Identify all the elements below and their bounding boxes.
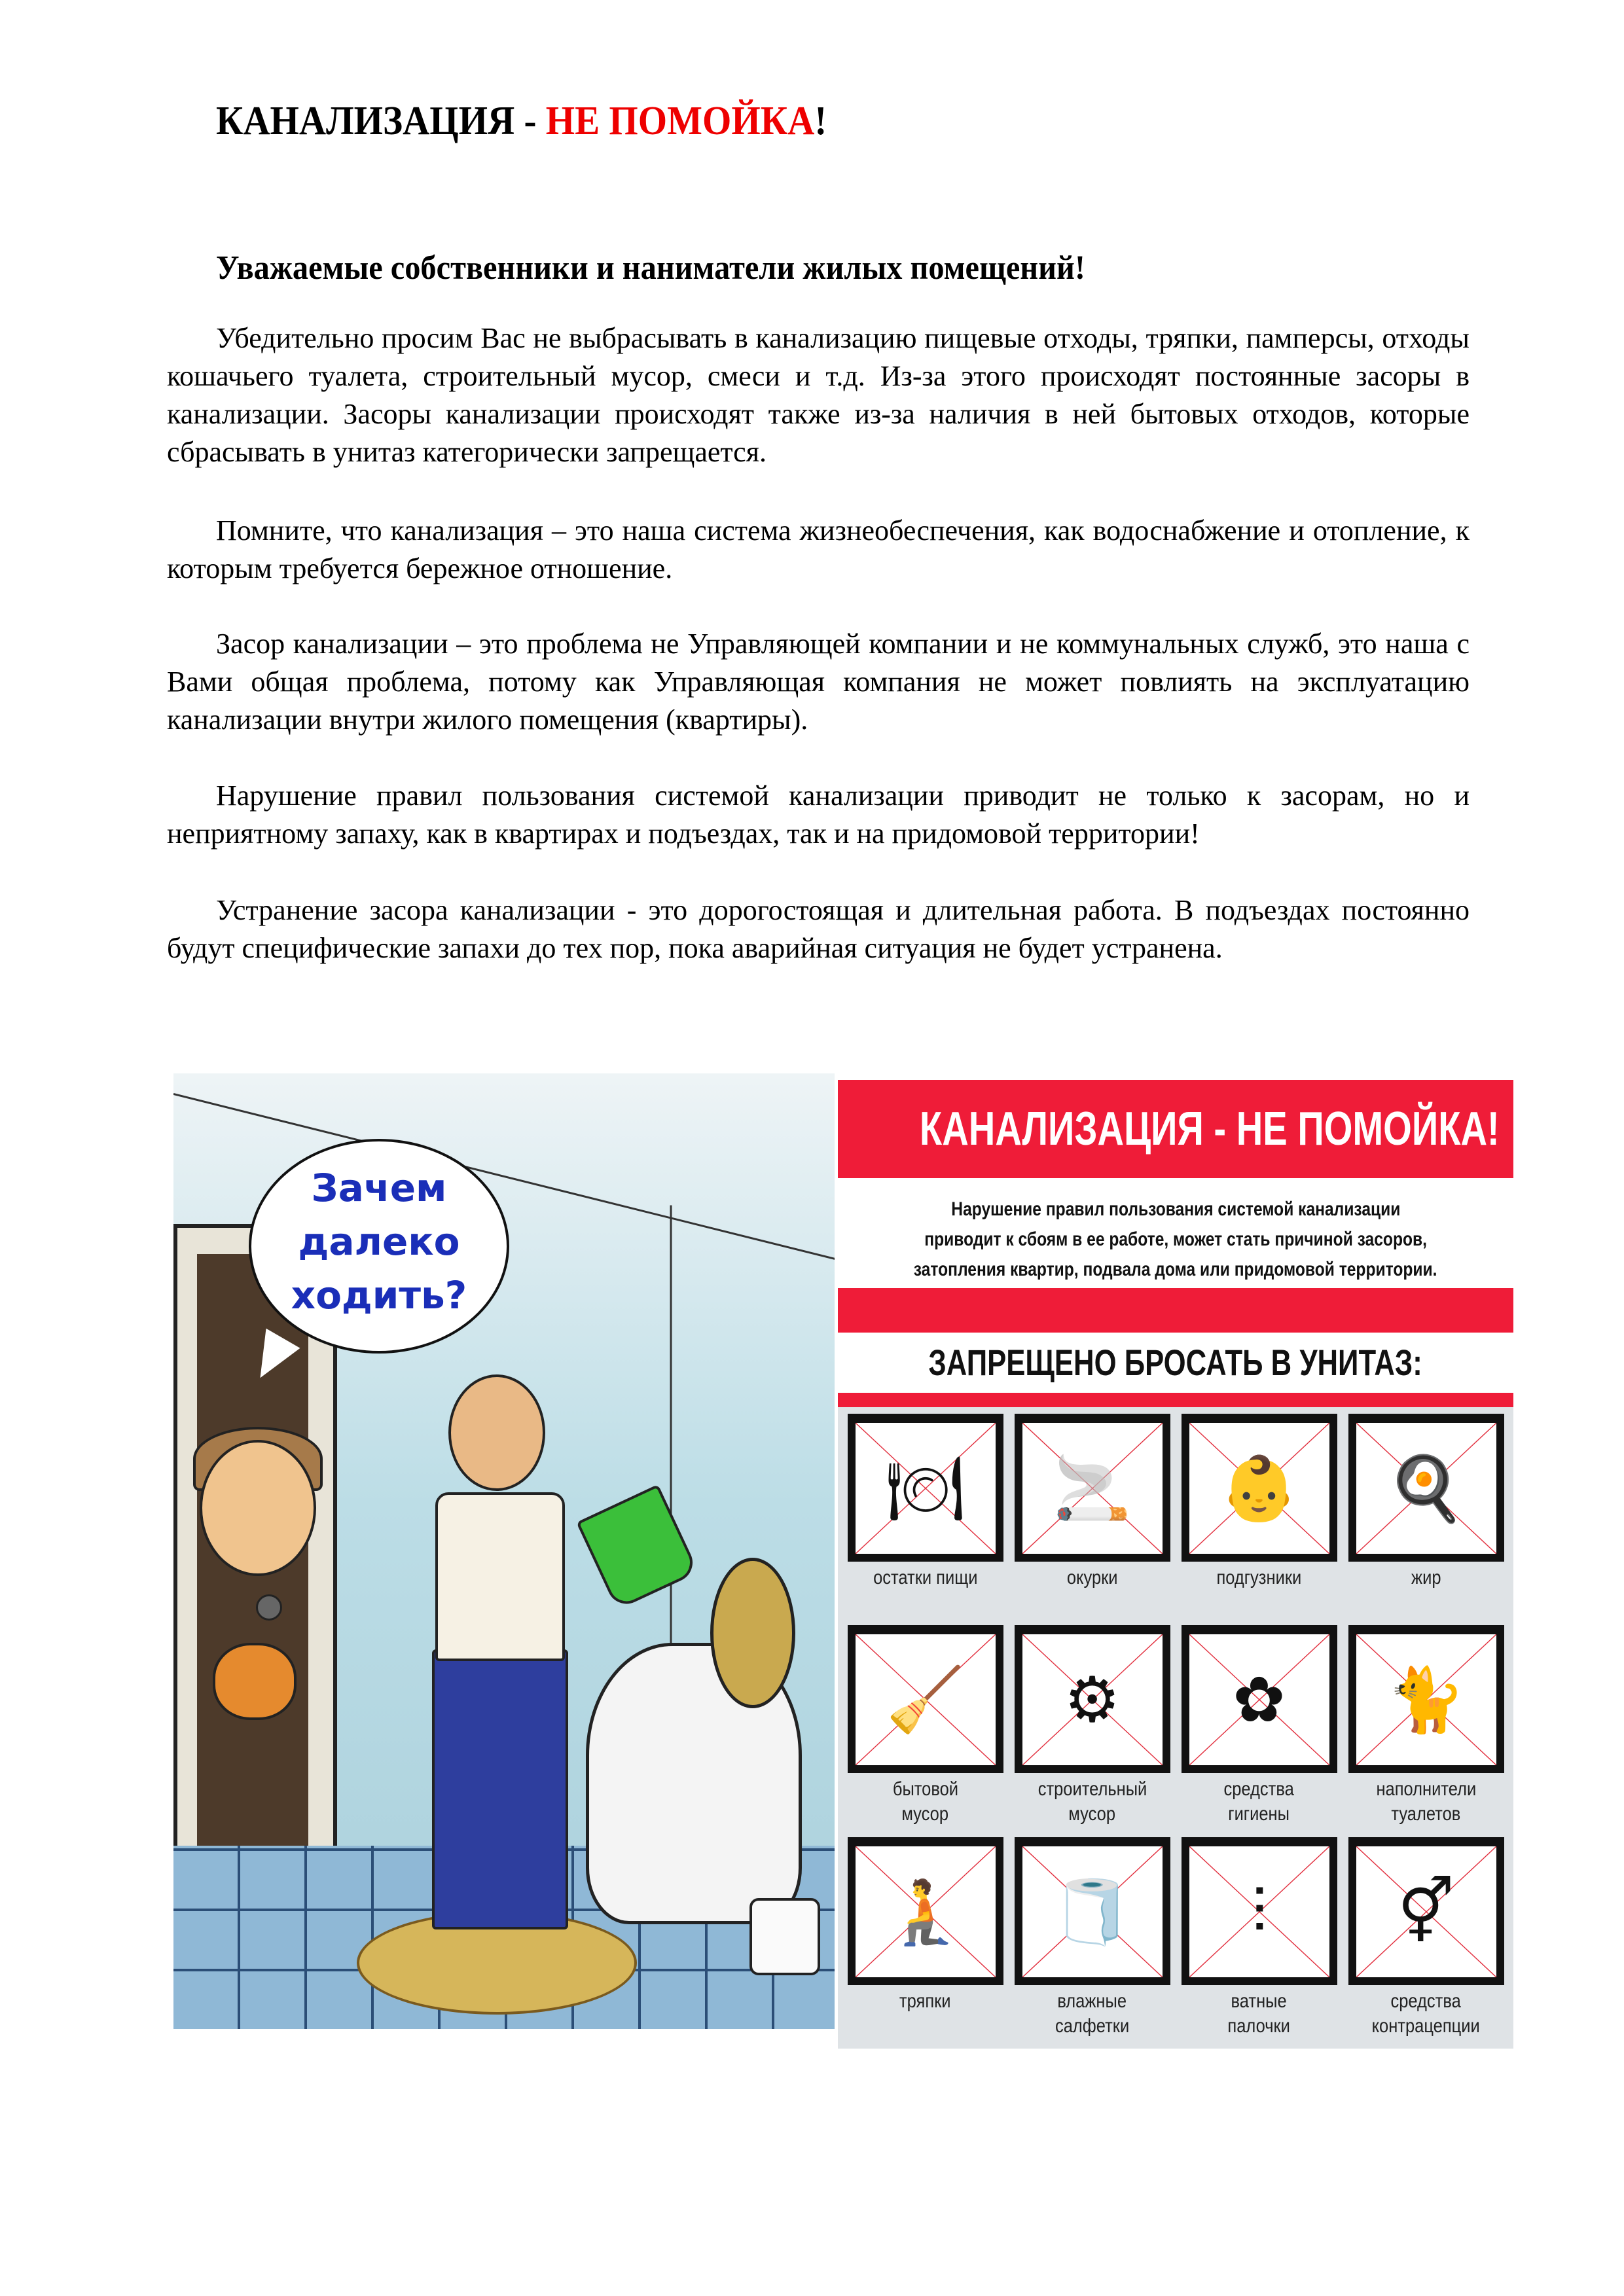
forbidden-item-label bbox=[895, 1989, 955, 2014]
door-knob bbox=[256, 1594, 282, 1621]
label-line: палочки bbox=[1227, 2015, 1291, 2037]
prohibition-sign bbox=[1348, 1837, 1504, 1985]
prohibition-sign bbox=[1348, 1414, 1504, 1562]
prohibition-sign bbox=[848, 1625, 1003, 1773]
contraception-icon: ⚥ bbox=[1398, 1874, 1454, 1948]
hygiene-icon: ✿ bbox=[1233, 1663, 1286, 1737]
prohibition-sign bbox=[1015, 1625, 1170, 1773]
greeting-heading: Уважаемые собственники и наниматели жилых помещений! bbox=[216, 249, 1085, 287]
forbidden-item bbox=[1009, 1625, 1176, 1837]
label-line: контрацепции bbox=[1371, 2015, 1481, 2037]
title-exclamation: ! bbox=[814, 99, 827, 143]
forbidden-item bbox=[1176, 1625, 1343, 1837]
forbidden-item bbox=[842, 1625, 1009, 1837]
cotton-swabs-icon: ⫶ bbox=[1251, 1874, 1267, 1948]
cat-icon: 🐈 bbox=[1386, 1663, 1466, 1737]
paragraph-repair-cost: Устранение засора канализации - это дорогостоящая и длительная работа. В подъездах постоянно будут специфические запахи до тех пор, пока аварийная ситуация не будет устранена. bbox=[167, 894, 1470, 964]
forbidden-item-label bbox=[1062, 1566, 1122, 1590]
forbidden-item-label bbox=[1209, 1566, 1309, 1590]
forbidden-item bbox=[842, 1837, 1009, 2049]
forbidden-item bbox=[1009, 1837, 1176, 2049]
paragraph-common-problem: Засор канализации – это проблема не Управляющей компании и не коммунальных служб, это наша с Вами общая проблема, потому как Управляющая компания не может повлиять на эксплуатацию канализации внутри жилого помещения (квартиры). bbox=[167, 628, 1470, 736]
forbidden-item-label bbox=[1049, 1989, 1136, 2039]
speech-line: Зачем bbox=[311, 1166, 447, 1210]
label-line: мусор bbox=[1068, 1803, 1116, 1825]
man-head bbox=[448, 1374, 545, 1491]
forbidden-item-label bbox=[1362, 1989, 1489, 2039]
label-line: наполнители bbox=[1376, 1778, 1476, 1801]
green-bucket bbox=[576, 1484, 699, 1610]
poster-subtitle-line: затопления квартир, подвала дома или придомовой территории. bbox=[914, 1259, 1437, 1280]
poster-subtitle-line: Нарушение правил пользования системой канализации bbox=[950, 1198, 1401, 1220]
poster-header-text: КАНАЛИЗАЦИЯ - НЕ ПОМОЙКА! bbox=[919, 1103, 1500, 1155]
frying-pan-icon: 🍳 bbox=[1386, 1452, 1466, 1525]
label-line: строительный bbox=[1038, 1778, 1147, 1801]
label-line: мусор bbox=[901, 1803, 949, 1825]
forbidden-item bbox=[842, 1414, 1009, 1625]
label-line: подгузники bbox=[1216, 1567, 1302, 1588]
prohibition-sign bbox=[848, 1837, 1003, 1985]
broom-icon: 🧹 bbox=[886, 1663, 965, 1737]
speech-line: ходить? bbox=[291, 1273, 467, 1318]
wet-wipes-icon: 🧻 bbox=[1053, 1874, 1132, 1948]
cement-mixer-icon: ⚙ bbox=[1064, 1663, 1121, 1737]
prohibition-sign bbox=[1015, 1837, 1170, 1985]
cigarette-icon: 🚬 bbox=[1053, 1452, 1132, 1525]
forbidden-item-label bbox=[864, 1566, 987, 1590]
label-line: средства bbox=[1390, 1990, 1462, 2012]
label-line: тряпки bbox=[899, 1990, 951, 2012]
red-band-thin bbox=[838, 1393, 1513, 1407]
forbidden-heading-text: ЗАПРЕЩЕНО БРОСАТЬ В УНИТАЗ: bbox=[928, 1342, 1423, 1383]
forbidden-heading bbox=[838, 1336, 1513, 1389]
paragraph-request: Убедительно просим Вас не выбрасывать в канализацию пищевые отходы, тряпки, памперсы, отходы кошачьего туалета, строительный мусор, смеси и т.д. Из-за этого происходят постоянные засоры в канализации. Засоры канализации происходят также из-за наличия в ней бытовых отходов, которые сбрасывать в унитаз категорически запрещается. bbox=[167, 322, 1470, 468]
forbidden-item-label bbox=[1218, 1777, 1300, 1827]
baby-icon: 👶 bbox=[1219, 1452, 1299, 1525]
label-line: гигиены bbox=[1228, 1803, 1290, 1825]
toilet-seat bbox=[710, 1558, 795, 1708]
speech-text bbox=[251, 1161, 507, 1322]
poster-header bbox=[838, 1080, 1513, 1178]
paragraph-reminder: Помните, что канализация – это наша система жизнеобеспечения, как водоснабжение и отопление, к которым требуется бережное отношение. bbox=[167, 514, 1470, 584]
cartoon-illustration bbox=[173, 1073, 835, 2029]
forbidden-item-label bbox=[1028, 1777, 1157, 1827]
label-line: туалетов bbox=[1391, 1803, 1461, 1825]
forbidden-items-grid bbox=[838, 1407, 1513, 2049]
label-line: жир bbox=[1411, 1567, 1441, 1588]
prohibition-sign bbox=[1182, 1625, 1337, 1773]
title-black-part: КАНАЛИЗАЦИЯ - bbox=[216, 99, 546, 143]
prohibition-sign bbox=[1015, 1414, 1170, 1562]
plate-cutlery-icon: 🍽 bbox=[885, 1452, 965, 1525]
label-line: средства bbox=[1223, 1778, 1295, 1801]
speech-bubble bbox=[249, 1139, 509, 1354]
prohibition-sign bbox=[1182, 1837, 1337, 1985]
forbidden-item-label bbox=[1409, 1566, 1444, 1590]
rag-person-icon: 🧎 bbox=[886, 1874, 965, 1948]
label-line: салфетки bbox=[1055, 2015, 1130, 2037]
forbidden-item bbox=[1176, 1414, 1343, 1625]
forbidden-item bbox=[1176, 1837, 1343, 2049]
poster-subtitle-line: приводит к сбоям в ее работе, может стать причиной засоров, bbox=[924, 1229, 1427, 1250]
prohibition-sign bbox=[1348, 1625, 1504, 1773]
forbidden-item bbox=[1343, 1625, 1509, 1837]
forbidden-item-label bbox=[1367, 1777, 1485, 1827]
title-red-part: НЕ ПОМОЙКА bbox=[545, 99, 815, 143]
label-line: бытовой bbox=[892, 1778, 958, 1801]
man-tank-top bbox=[435, 1492, 565, 1661]
forbidden-item bbox=[1343, 1837, 1509, 2049]
forbidden-item-label bbox=[887, 1777, 964, 1827]
forbidden-item bbox=[1009, 1414, 1176, 1625]
label-line: влажные bbox=[1057, 1990, 1127, 2012]
forbidden-item-label bbox=[1222, 1989, 1295, 2039]
woman-peeking bbox=[200, 1440, 316, 1576]
toilet-paper-roll bbox=[749, 1898, 820, 1975]
cat bbox=[213, 1643, 297, 1720]
document-title bbox=[216, 98, 827, 145]
prohibition-sign bbox=[848, 1414, 1003, 1562]
paragraph-consequences: Нарушение правил пользования системой канализации приводит не только к засорам, но и неприятному запаху, как в квартирах и подъездах, так и на придомовой территории! bbox=[167, 780, 1470, 850]
label-line: окурки bbox=[1066, 1567, 1118, 1588]
speech-line: далеко bbox=[298, 1219, 460, 1264]
red-band bbox=[838, 1288, 1513, 1333]
prohibition-sign bbox=[1182, 1414, 1337, 1562]
label-line: ватные bbox=[1231, 1990, 1288, 2012]
rules-poster bbox=[838, 1080, 1513, 2049]
man-trousers bbox=[432, 1649, 568, 1929]
poster-subtitle bbox=[838, 1194, 1513, 1285]
label-line: остатки пищи bbox=[873, 1567, 978, 1588]
forbidden-item bbox=[1343, 1414, 1509, 1625]
